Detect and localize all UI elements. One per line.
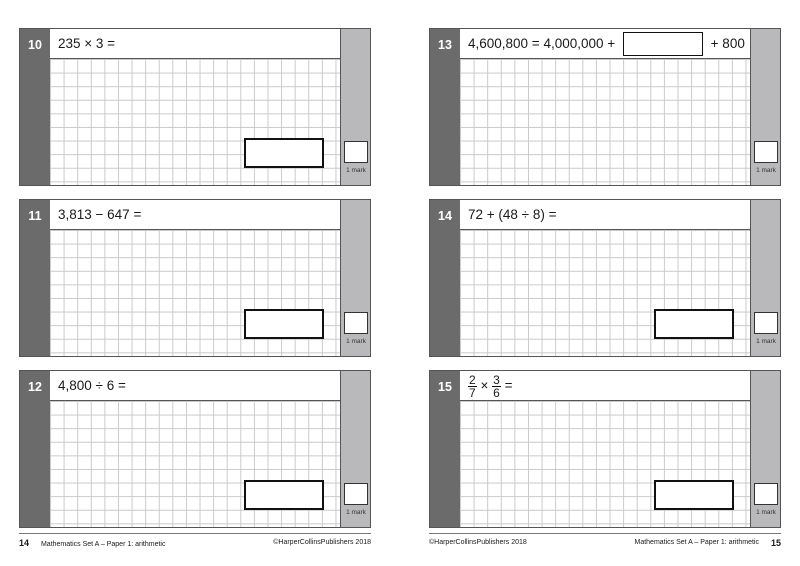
question-text: 72 + (48 ÷ 8) = [460, 200, 750, 230]
footer-rule-left [19, 533, 371, 534]
mark-box[interactable] [344, 483, 368, 505]
question-12 [19, 370, 371, 528]
mark-box[interactable] [754, 312, 778, 334]
question-number: 14 [430, 200, 460, 356]
question-text-before: 4,600,800 = 4,000,000 + [468, 36, 616, 51]
mark-column [340, 200, 370, 356]
inline-answer-box[interactable] [623, 32, 703, 56]
question-text [460, 29, 750, 59]
fraction-numerator: 3 [493, 372, 500, 387]
answer-box[interactable] [244, 138, 324, 168]
answer-box[interactable] [244, 480, 324, 510]
mark-column [340, 29, 370, 185]
question-14 [429, 199, 781, 357]
question-text: 4,800 ÷ 6 = [50, 371, 340, 401]
question-11 [19, 199, 371, 357]
equals-sign: = [504, 378, 513, 393]
footer-title-left: Mathematics Set A – Paper 1: arithmetic [40, 541, 166, 548]
operator: × [480, 378, 489, 393]
mark-column [750, 200, 780, 356]
mark-box[interactable] [344, 312, 368, 334]
footer-left [19, 538, 371, 548]
mark-label: 1 mark [756, 509, 776, 516]
question-15 [429, 370, 781, 528]
fraction-numerator: 2 [469, 372, 476, 387]
footer-rule-right [429, 533, 781, 534]
footer-copyright-left: ©HarperCollinsPublishers 2018 [273, 539, 371, 546]
mark-column [340, 371, 370, 527]
question-number: 11 [20, 200, 50, 356]
question-text-after: + 800 [710, 36, 745, 51]
mark-box[interactable] [754, 483, 778, 505]
question-text: 235 × 3 = [50, 29, 340, 59]
answer-box[interactable] [654, 309, 734, 339]
mark-label: 1 mark [756, 167, 776, 174]
question-text [460, 371, 750, 401]
mark-label: 1 mark [756, 338, 776, 345]
fraction-2 [492, 374, 501, 399]
answer-box[interactable] [244, 309, 324, 339]
question-number: 15 [430, 371, 460, 527]
question-13 [429, 28, 781, 186]
mark-box[interactable] [754, 141, 778, 163]
mark-label: 1 mark [346, 167, 366, 174]
fraction-denominator: 7 [469, 385, 476, 400]
footer-title-right: Mathematics Set A – Paper 1: arithmetic [634, 539, 759, 546]
question-number: 10 [20, 29, 50, 185]
mark-label: 1 mark [346, 338, 366, 345]
fraction-1 [468, 374, 477, 399]
answer-box[interactable] [654, 480, 734, 510]
question-number: 12 [20, 371, 50, 527]
mark-column [750, 29, 780, 185]
working-grid [460, 59, 750, 185]
question-text: 3,813 − 647 = [50, 200, 340, 230]
question-10 [19, 28, 371, 186]
page-number-left: 14 [19, 538, 30, 548]
question-number: 13 [430, 29, 460, 185]
page-number-right: 15 [770, 538, 781, 548]
footer-copyright-right: ©HarperCollinsPublishers 2018 [429, 539, 527, 546]
mark-label: 1 mark [346, 509, 366, 516]
mark-column [750, 371, 780, 527]
mark-box[interactable] [344, 141, 368, 163]
fraction-denominator: 6 [493, 385, 500, 400]
